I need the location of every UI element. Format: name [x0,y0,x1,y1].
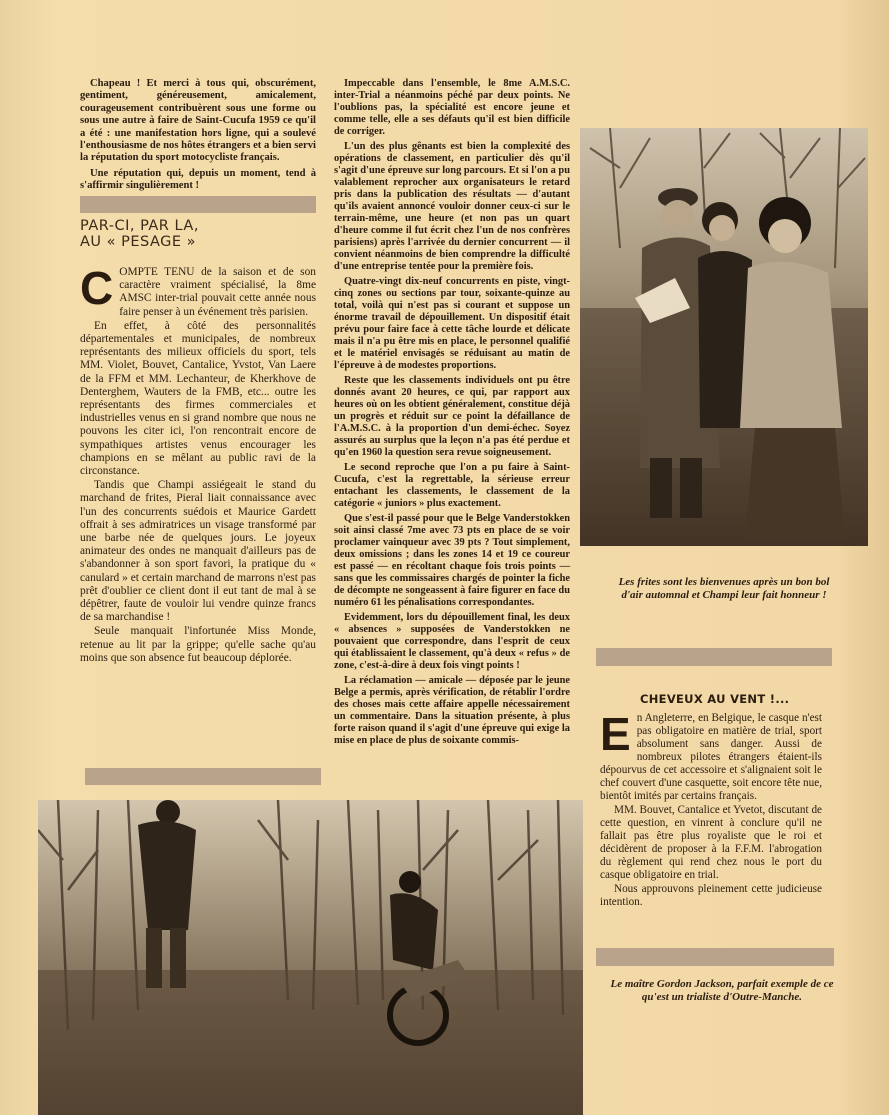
cheveux-text [600,708,822,910]
pesage-paragraph-2: En effet, à côté des personnalités départementales et municipales, de nombreux représentants des milieux officiels du sport, tels MM. Violet, Bouvet, Cantalice, Yvstot, Van Laere de la FFM et MM. Lechanteur, de Kherkhove de Denterghem, Wauters de la FMB, etc... outre les représentants des firmes commerciales et industrielles venus en si grand nombre que nous ne pouvons les citer ici, l'on rencontrait encore de sympathiques artistes venus encourager les champions en se mêlant au public ravi de la circonstance. [80,319,316,478]
photo-frites [580,128,868,546]
middle-paragraph-5: Le second reproche que l'on a pu faire à Saint-Cucufa, c'est la regrettable, la sérieuse erreur entachant les classements, le classement de la catégorie « juniors » plus exactement. [334,462,570,509]
section-divider [80,196,316,213]
intro-paragraph-1: Chapeau ! Et merci à tous qui, obscurément, gentiment, généreusement, amicalement, courageusement contribuèrent sous une forme ou sous une autre à faire de Saint-Cucufa 1959 ce qu'il a été : une manifestation hors ligne, qui a soulevé l'enthousiasme de nos hôtes étrangers et a bien servi la réputation du sport motocycliste français. [80,78,316,164]
intro-paragraph-2: Une réputation qui, depuis un moment, tend à s'affirmir singulièrement ! [80,167,316,192]
section-divider-3 [596,648,832,666]
cheveux-title: CHEVEUX AU VENT !... [640,692,790,706]
middle-paragraph-1: Impeccable dans l'ensemble, le 8me A.M.S.C. inter-Trial a néanmoins péché par deux points. Ne l'oublions pas, la spécialité est encore jeune et comme telle, elle a ses défauts qu'il est bien difficile de corriger. [334,78,570,137]
pesage-paragraph-3: Tandis que Champi assiégeait le stand du marchand de frites, Pieral liait connaissance avec l'un des concurrents suédois et Maurice Gardett offrait à ses admiratrices un visage transformé par une barbe née de quelques jours. Le joyeux animateur des ondes ne manquait d'ailleurs pas de s'abandonner à son sport favori, la pratique du « canulard » et certain marchand de marrons n'est pas prêt d'oublier ce client dont il eut tant de mal à se dépêtrer, faute de vouloir lui vendre quinze francs de sa marchandise ! [80,479,316,624]
section-divider-2 [85,768,321,785]
pesage-paragraph-1 [80,262,316,319]
middle-paragraph-2: L'un des plus gênants est bien la complexité des opérations de classement, en particulier dès qu'il s'agit d'une épreuve sur long parcours. Et si l'on a pu valablement reprocher aux organisateurs le retard pris dans la publication des résultats — d'autant qu'ils avaient annoncé vouloir donner ceux-ci sur le terrain-même, une heure (et non pas un quart d'heure comme il fut écrit chez l'un de nos confrères parisiens) après l'arrivée du dernier concurrent — il convient néanmoins de bien comprendre la difficulté d'une entreprise tentée pour la première fois. [334,141,570,272]
classement-text [334,78,570,750]
middle-paragraph-3: Quatre-vingt dix-neuf concurrents en piste, vingt-cinq zones ou sections par tour, soixante-quinze au total, voilà qui n'est pas si courant et suppose un énorme travail de dépouillement. Un dispositif était prévu pour faire face à cette tâche lourde et délicate mais il n'a pu être mis en place, le personnel qualifié et le matériel envisagés se réduisant au matin de l'épreuve à de modestes proportions. [334,276,570,371]
cheveux-paragraph-1 [600,708,822,803]
pesage-title [80,218,316,250]
photo-frites-caption: Les frites sont les bienvenues après un bon bol d'air automnal et Champi leur fait honneur ! [618,576,830,601]
cheveux-paragraph-1-text: n Angleterre, en Belgique, le casque n'est pas obligatoire en matière de trial, sport absolument sans danger. Aussi de nombreux pilotes étrangers étaient-ils dépourvus de cet accessoire et s'alignaient soit le chef couvert d'une casquette, soit encore tête nue, bientôt imités par certains français. [600,712,822,802]
pesage-title-line1: PAR-CI, PAR LA, [80,218,199,234]
section-divider-4 [596,948,834,966]
pesage-dropcap: C [80,262,114,314]
middle-paragraph-7: Evidemment, lors du dépouillement final, les deux « absences » supposées de Vanderstokken ne pouvaient que correspondre, dans l'esprit de ceux qui établissaient le classement, qu'à deux « refus » de zone, c'est-à-dire à deux fois vingt points ! [334,612,570,671]
middle-paragraph-4: Reste que les classements individuels ont pu être donnés avant 20 heures, ce qui, par rapport aux heures où on les obtient généralement, constitue déjà un progrès et réduit sur ce point la défaillance de l'A.M.S.C. à la proportion d'un demi-échec. Soyez assurés au surplus que la leçon n'a pas été perdue et qu'en 1960 la question sera revue soigneusement. [334,375,570,458]
intro-text [80,78,316,196]
pesage-paragraph-4: Seule manquait l'infortunée Miss Monde, retenue au lit par la grippe; qu'elle sache qu'au moins que son absence fut beaucoup déplorée. [80,625,316,664]
photo-gordon-jackson [38,800,583,1115]
cheveux-paragraph-3: Nous approuvons pleinement cette judicieuse intention. [600,883,822,908]
pesage-text [80,262,316,666]
pesage-paragraph-1-text: OMPTE TENU de la saison et de son caractère vraiment spécialisé, la 8me AMSC inter-trial pouvait cette année nous faire penser à un événement très parisien. [119,266,316,318]
cheveux-dropcap: E [600,708,631,760]
pesage-title-line2: AU « PESAGE » [80,234,197,250]
middle-paragraph-8: La réclamation — amicale — déposée par le jeune Belge a permis, après vérification, de rétablir l'ordre des choses mais cette affaire appelle nécessairement un commentaire. Dans la situation présente, à plus forte raison quand il s'agit d'une épreuve qui exige la mise en place de plus de soixante commis- [334,675,570,746]
cheveux-paragraph-2: MM. Bouvet, Cantalice et Yvetot, discutant de cette question, en vinrent à conclure qu'il ne fallait pas être plus royaliste que le roi et décidèrent de proposer à la F.F.M. l'abrogation du règlement qui rend chez nous le port du casque obligatoire en trial. [600,804,822,881]
photo-jackson-caption: Le maître Gordon Jackson, parfait exemple de ce qu'est un trialiste d'Outre-Manche. [610,978,834,1003]
photo-frites-image [580,128,868,546]
photo-gordon-jackson-image [38,800,583,1115]
middle-paragraph-6: Que s'est-il passé pour que le Belge Vanderstokken soit ainsi classé 7me avec 73 pts en place de se voir proclamer vainqueur avec 39 pts ? Tout simplement, deux omissions ; dans les zones 14 et 19 ce coureur est passé — en récoltant chaque fois trois points — sans que les commissaires chargés de pointer la fiche de décompte ne songeassent à faire figurer en face du numéro 61 les pénalisations correspondantes. [334,513,570,608]
